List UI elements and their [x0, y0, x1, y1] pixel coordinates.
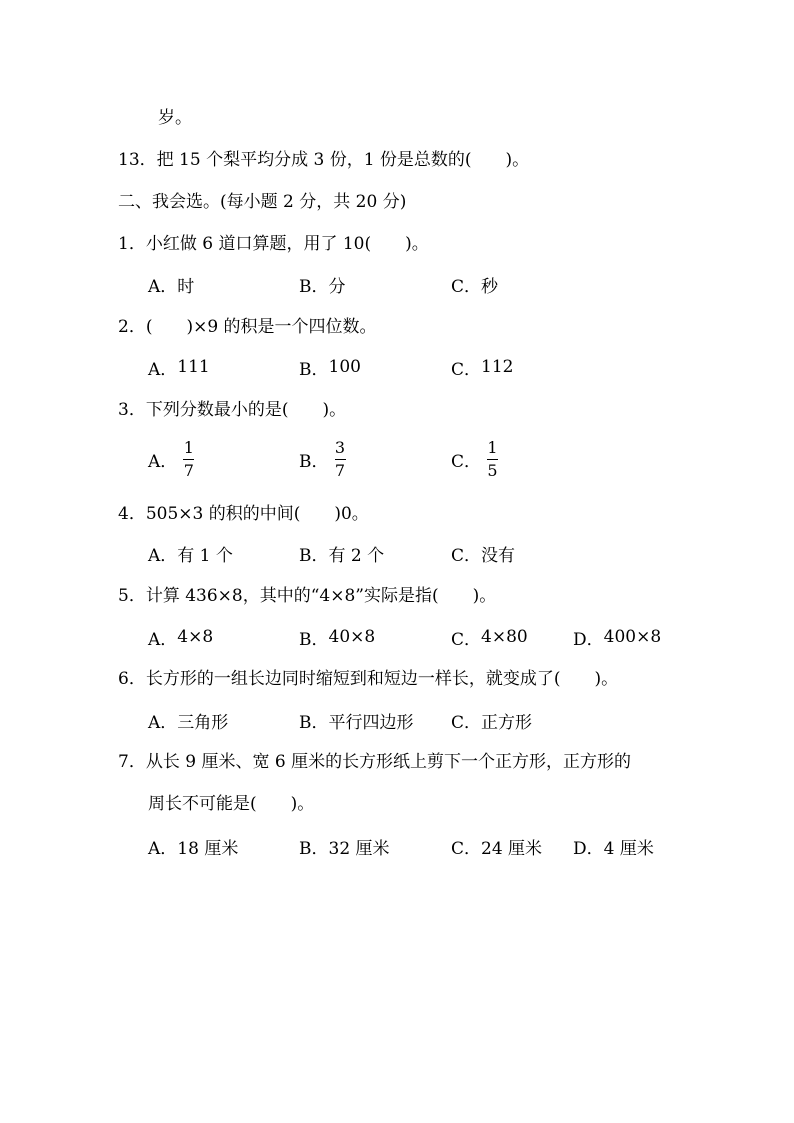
fraction: $\frac{3}{7}$ [334, 437, 346, 480]
question-2-stem: 2．( )×9 的积是一个四位数。 [118, 317, 377, 337]
question-4-stem: 4．505×3 的积的中间( )0。 [118, 504, 369, 524]
option-c: C． $\frac{1}{5}$ [451, 437, 498, 480]
section-heading: 二、我会选。(每小题 2 分，共 20 分) [118, 192, 407, 212]
option-a: A． $\frac{1}{7}$ [148, 437, 194, 480]
question-5-options [148, 616, 768, 658]
question-5-stem: 5．计算 436×8，其中的“4×8”实际是指( )。 [118, 586, 497, 606]
question-2-options [148, 346, 768, 388]
option-b: B． 分 [299, 276, 346, 297]
option-c: C． 正方形 [451, 712, 533, 733]
option-c: C． 24 厘米 [451, 838, 543, 859]
question-3-options [148, 438, 768, 480]
option-c: C． 没有 [451, 545, 516, 566]
option-a: A． 三角形 [148, 712, 229, 733]
option-c: C． 112 [451, 357, 514, 380]
option-a: A． 111 [148, 357, 210, 380]
option-a: A． 有 1 个 [148, 545, 233, 566]
option-b: B． 32 厘米 [299, 838, 390, 859]
question-7-options [148, 825, 768, 867]
question-4-options [148, 532, 768, 574]
question-6-stem: 6．长方形的一组长边同时缩短到和短边一样长，就变成了( )。 [118, 669, 619, 689]
question-1-options [148, 263, 768, 305]
continuation-text: 岁。 [158, 108, 192, 128]
option-b: B． 40×8 [299, 627, 376, 650]
fraction: $\frac{1}{7}$ [183, 437, 194, 480]
question-7-stem-continued: 周长不可能是( )。 [148, 794, 315, 814]
question-13: 13．把 15 个梨平均分成 3 份，1 份是总数的( )。 [118, 150, 530, 170]
option-d: D． 4 厘米 [573, 838, 654, 859]
question-3-stem: 3．下列分数最小的是( )。 [118, 400, 347, 420]
question-1-stem: 1．小红做 6 道口算题，用了 10( )。 [118, 234, 429, 254]
option-b: B． 平行四边形 [299, 712, 414, 733]
option-b: B． $\frac{3}{7}$ [299, 437, 346, 480]
option-b: B． 100 [299, 357, 361, 380]
option-a: A． 时 [148, 276, 195, 297]
question-6-options [148, 699, 768, 741]
option-a: A． 18 厘米 [148, 838, 239, 859]
option-a: A． 4×8 [148, 627, 214, 650]
question-7-stem: 7．从长 9 厘米、宽 6 厘米的长方形纸上剪下一个正方形，正方形的 [118, 752, 632, 772]
option-c: C． 4×80 [451, 627, 528, 650]
option-d: D． 400×8 [573, 627, 662, 650]
option-c: C． 秒 [451, 276, 499, 297]
fraction: $\frac{1}{5}$ [487, 437, 498, 480]
option-b: B． 有 2 个 [299, 545, 385, 566]
